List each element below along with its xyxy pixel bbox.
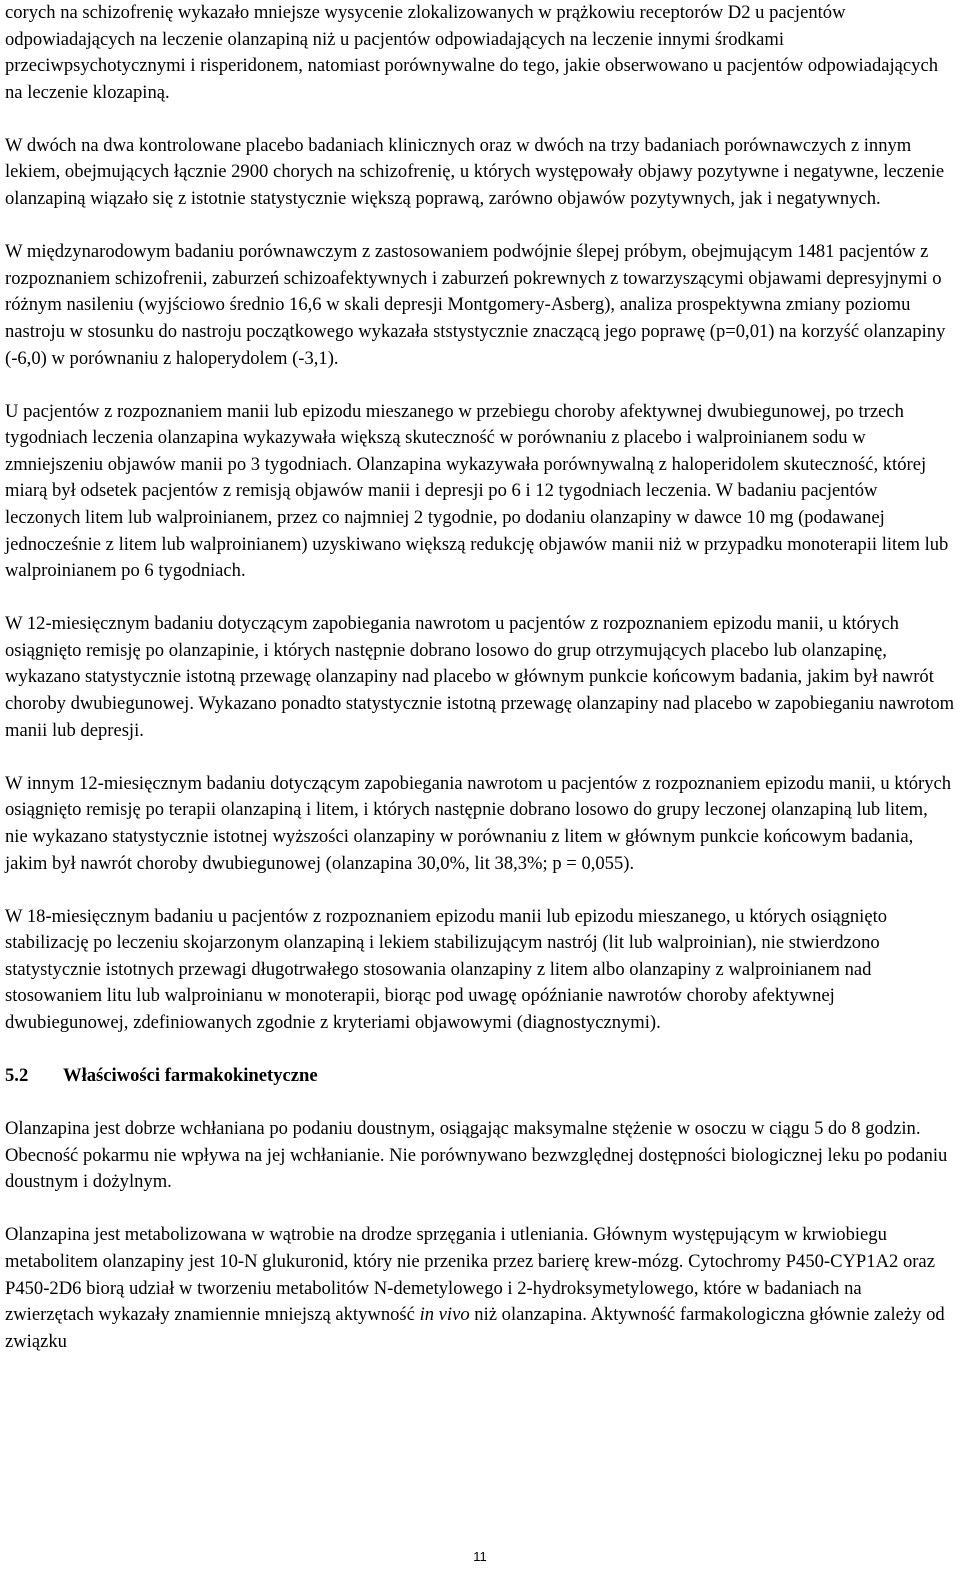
section-heading [5,1063,955,1090]
paragraph-12-month-lithium-study: W innym 12-miesięcznym badaniu dotyczącym zapobiegania nawrotom u pacjentów z rozpoznaniem epizodu manii, u których osiągnięto remisję po terapii olanzapiną i litem, i których następnie dobrano losowo do grupy leczonej olanzapiną lub litem, nie wykazano statystycznie istotnej wyższości olanzapiny w porównaniu z litem w głównym punkcie końcowym badania, jakim był nawrót choroby dwubiegunowej (olanzapina 30,0%, lit 38,3%; p = 0,055). [5,772,952,874]
paragraph-18-month-study: W 18-miesięcznym badaniu u pacjentów z rozpoznaniem epizodu manii lub epizodu mieszanego, u których osiągnięto stabilizację po leczeniu skojarzonym olanzapiną i lekiem stabilizującym nastrój (lit lub walproinian), nie stwierdzono statystycznie istotnych przewagi długotrwałego stosowania olanzapiny z litem albo olanzapiny z walproinianem nad stosowaniem litu lub walproinianu w monoterapii, biorąc pod uwagę opóźnianie nawrotów choroby afektywnej dwubiegunowej, zdefiniowanych zgodnie z kryteriami objawowymi (diagnostycznymi). [5,905,888,1033]
metabolism-italic-term: in vivo [419,1304,470,1326]
paragraph-placebo-trials: W dwóch na dwa kontrolowane placebo badaniach klinicznych oraz w dwóch na trzy badaniach porównawczych z innym lekiem, obejmujących łącznie 2900 chorych na schizofrenię, u których występowały objawy pozytywne i negatywne, leczenie olanzapiną wiązało się z istotnie statystycznie większą poprawą, zarówno objawów pozytywnych, jak i negatywnych. [5,134,945,210]
page-number: 11 [473,1549,487,1564]
paragraph-metabolism [5,1222,955,1355]
section-title: Właściwości farmakokinetyczne [63,1065,318,1087]
paragraph-12-month-study: W 12-miesięcznym badaniu dotyczącym zapobiegania nawrotom u pacjentów z rozpoznaniem epizodu manii, u których osiągnięto remisję po olanzapinie, i których następnie dobrano losowo do grup otrzymujących placebo lub olanzapinę, wykazano statystycznie istotną przewagę olanzapiny nad placebo w głównym punkcie końcowym badania, jakim był nawrót choroby dwubiegunowej. Wykazano ponadto statystycznie istotną przewagę olanzapiny nad placebo w zapobieganiu nawrotom manii lub depresji. [5,613,955,741]
paragraph-international-study: W międzynarodowym badaniu porównawczym z zastosowaniem podwójnie ślepej próbym, obejmującym 1481 pacjentów z rozpoznaniem schizofrenii, zaburzeń schizoafektywnych i zaburzeń pokrewnych z towarzyszącymi objawami depresyjnymi o różnym nasileniu (wyjściowo średnio 16,6 w skali depresji Montgomery-Asberg), analiza prospektywna zmiany poziomu nastroju w stosunku do nastroju początkowego wykazała ststystycznie znaczącą jego poprawę (p=0,01) na korzyść olanzapiny (-6,0) w porównaniu z haloperydolem (-3,1). [5,241,946,369]
metabolism-text-after: niż olanzapina. Aktywność farmakologiczna głównie zależy od związku [5,1304,945,1352]
document-page [5,0,955,1355]
paragraph-receptor-occupancy: corych na schizofrenię wykazało mniejsze wysycenie zlokalizowanych w prążkowiu receptorów D2 u pacjentów odpowiadających na leczenie olanzapiną niż u pacjentów odpowiadających na leczenie innymi środkami przeciwpsychotycznymi i risperidonem, natomiast porównywalne do tego, jakie obserwowano u pacjentów odpowiadających na leczenie klozapiną. [5,2,939,103]
section-number: 5.2 [5,1065,29,1087]
paragraph-absorption: Olanzapina jest dobrze wchłaniana po podaniu doustnym, osiągając maksymalne stężenie w osoczu w ciągu 5 do 8 godzin. Obecność pokarmu nie wpływa na jej wchłanianie. Nie porównywano bezwzględnej dostępności biologicznej leku po podaniu doustnym i dożylnym. [5,1118,948,1193]
paragraph-mania-treatment: U pacjentów z rozpoznaniem manii lub epizodu mieszanego w przebiegu choroby afektywnej dwubiegunowej, po trzech tygodniach leczenia olanzapina wykazywała większą skuteczność w porównaniu z placebo i walproinianem sodu w zmniejszeniu objawów manii po 3 tygodniach. Olanzapina wykazywała porównywalną z haloperidolem skuteczność, której miarą był odsetek pacjentów z remisją objawów manii i depresji po 6 i 12 tygodniach leczenia. W badaniu pacjentów leczonych litem lub walproinianem, przez co najmniej 2 tygodnie, po dodaniu olanzapiny w dawce 10 mg (podawanej jednocześnie z litem lub walproinianem) uzyskiwano większą redukcję objawów manii niż w przypadku monoterapii litem lub walproinianem po 6 tygodniach. [5,400,949,582]
metabolism-text-before: Olanzapina jest metabolizowana w wątrobie na drodze sprzęgania i utleniania. Głównym występującym w krwiobiegu metabolitem olanzapiny jest 10-N glukuronid, który nie przenika przez barierę krew-mózg. Cytochromy P450-CYP1A2 oraz P450-2D6 biorą udział w tworzeniu metabolitów N-demetylowego i 2-hydroksymetylowego, które w badaniach na zwierzętach wykazały znamiennie mniejszą aktywność [5,1224,935,1326]
